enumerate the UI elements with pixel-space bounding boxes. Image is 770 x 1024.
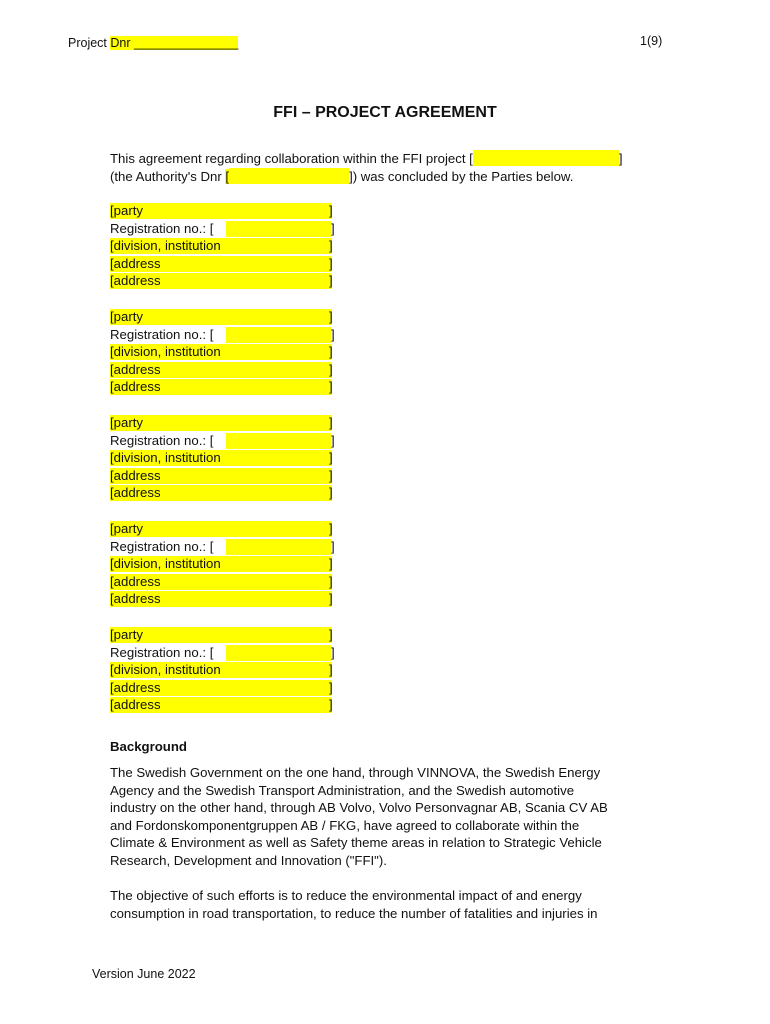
authority-dnr-open: [ <box>225 168 230 184</box>
address-label: [address <box>110 573 161 589</box>
registration-field[interactable] <box>226 221 331 237</box>
party-label: [party <box>110 521 143 536</box>
background-paragraph-1 <box>110 764 670 870</box>
party-block-5 <box>110 626 350 714</box>
division-label: [division, institution <box>110 556 221 572</box>
division-close: ] <box>329 556 333 572</box>
registration-label: Registration no.: [ <box>110 538 214 554</box>
paragraph-line: and Fordonskomponentgruppen AB / FKG, have agreed to collaborate within the <box>110 817 580 833</box>
address-label: [address <box>110 273 161 289</box>
paragraph-line: Agency and the Swedish Transport Administration, and the Swedish automotive <box>110 782 575 798</box>
address-close: ] <box>329 697 333 713</box>
party-field[interactable] <box>110 203 332 219</box>
address-close: ] <box>329 379 333 395</box>
party-label: [party <box>110 309 143 324</box>
registration-close: ] <box>331 644 335 660</box>
registration-field[interactable] <box>226 539 331 555</box>
paragraph-line: Climate & Environment as well as Safety theme areas in relation to Strategic Vehicle <box>110 835 602 851</box>
paragraph-line: consumption in road transportation, to reduce the number of fatalities and injuries in <box>110 905 598 921</box>
background-heading: Background <box>110 739 187 754</box>
party-field[interactable] <box>110 309 332 325</box>
party-block-1 <box>110 202 350 290</box>
division-close: ] <box>329 450 333 466</box>
address-close: ] <box>329 255 333 271</box>
registration-close: ] <box>331 538 335 554</box>
registration-close: ] <box>331 220 335 236</box>
address-label: [address <box>110 361 161 377</box>
division-close: ] <box>329 238 333 254</box>
address-close: ] <box>329 573 333 589</box>
division-label: [division, institution <box>110 662 221 678</box>
address-close: ] <box>329 679 333 695</box>
party-label: [party <box>110 627 143 642</box>
address-close: ] <box>329 273 333 289</box>
party-field[interactable] <box>110 521 332 537</box>
division-close: ] <box>329 344 333 360</box>
address-label: [address <box>110 591 161 607</box>
division-label: [division, institution <box>110 450 221 466</box>
party-field[interactable] <box>110 415 332 431</box>
registration-label: Registration no.: [ <box>110 432 214 448</box>
page-number: 1(9) <box>640 34 663 48</box>
background-paragraph-2 <box>110 887 670 922</box>
party-field[interactable] <box>110 627 332 643</box>
address-close: ] <box>329 467 333 483</box>
party-label: [party <box>110 415 143 430</box>
division-close: ] <box>329 662 333 678</box>
party-block-2 <box>110 308 350 396</box>
address-label: [address <box>110 697 161 713</box>
address-label: [address <box>110 467 161 483</box>
intro-line1-close: ] <box>618 151 623 166</box>
party-close: ] <box>329 521 333 536</box>
party-label: [party <box>110 203 143 218</box>
intro-line2-prefix: (the Authority's Dnr <box>110 168 226 184</box>
paragraph-line: The Swedish Government on the one hand, through VINNOVA, the Swedish Energy <box>110 765 601 780</box>
registration-field[interactable] <box>226 433 331 449</box>
address-label: [address <box>110 485 161 501</box>
registration-field[interactable] <box>226 327 331 343</box>
registration-close: ] <box>331 432 335 448</box>
registration-field[interactable] <box>226 645 331 661</box>
party-close: ] <box>329 627 333 642</box>
address-close: ] <box>329 485 333 501</box>
registration-label: Registration no.: [ <box>110 220 214 236</box>
party-close: ] <box>329 309 333 324</box>
party-close: ] <box>329 203 333 218</box>
paragraph-line: The objective of such efforts is to reduce the environmental impact of and energy <box>110 888 582 903</box>
header-project-dnr <box>68 36 238 50</box>
address-label: [address <box>110 679 161 695</box>
dnr-placeholder[interactable]: Dnr _______________ <box>110 36 239 50</box>
division-label: [division, institution <box>110 238 221 254</box>
version-footer: Version June 2022 <box>92 967 196 981</box>
ffi-project-field[interactable] <box>473 150 619 166</box>
intro-line2-suffix: ]) was concluded by the Parties below. <box>349 168 574 184</box>
address-label: [address <box>110 255 161 271</box>
address-close: ] <box>329 591 333 607</box>
registration-label: Registration no.: [ <box>110 644 214 660</box>
party-block-4 <box>110 520 350 608</box>
address-close: ] <box>329 361 333 377</box>
division-label: [division, institution <box>110 344 221 360</box>
paragraph-line: industry on the other hand, through AB Volvo, Volvo Personvagnar AB, Scania CV AB <box>110 800 608 816</box>
address-label: [address <box>110 379 161 395</box>
registration-label: Registration no.: [ <box>110 326 214 342</box>
authority-dnr-field[interactable] <box>229 168 349 184</box>
party-block-3 <box>110 414 350 502</box>
registration-close: ] <box>331 326 335 342</box>
party-close: ] <box>329 415 333 430</box>
document-title: FFI – PROJECT AGREEMENT <box>273 104 497 121</box>
intro-line1: This agreement regarding collaboration within the FFI project [ <box>110 151 473 166</box>
intro-paragraph <box>110 150 670 185</box>
project-label: Project <box>68 36 107 50</box>
paragraph-line: Research, Development and Innovation ("FFI"). <box>110 852 387 868</box>
